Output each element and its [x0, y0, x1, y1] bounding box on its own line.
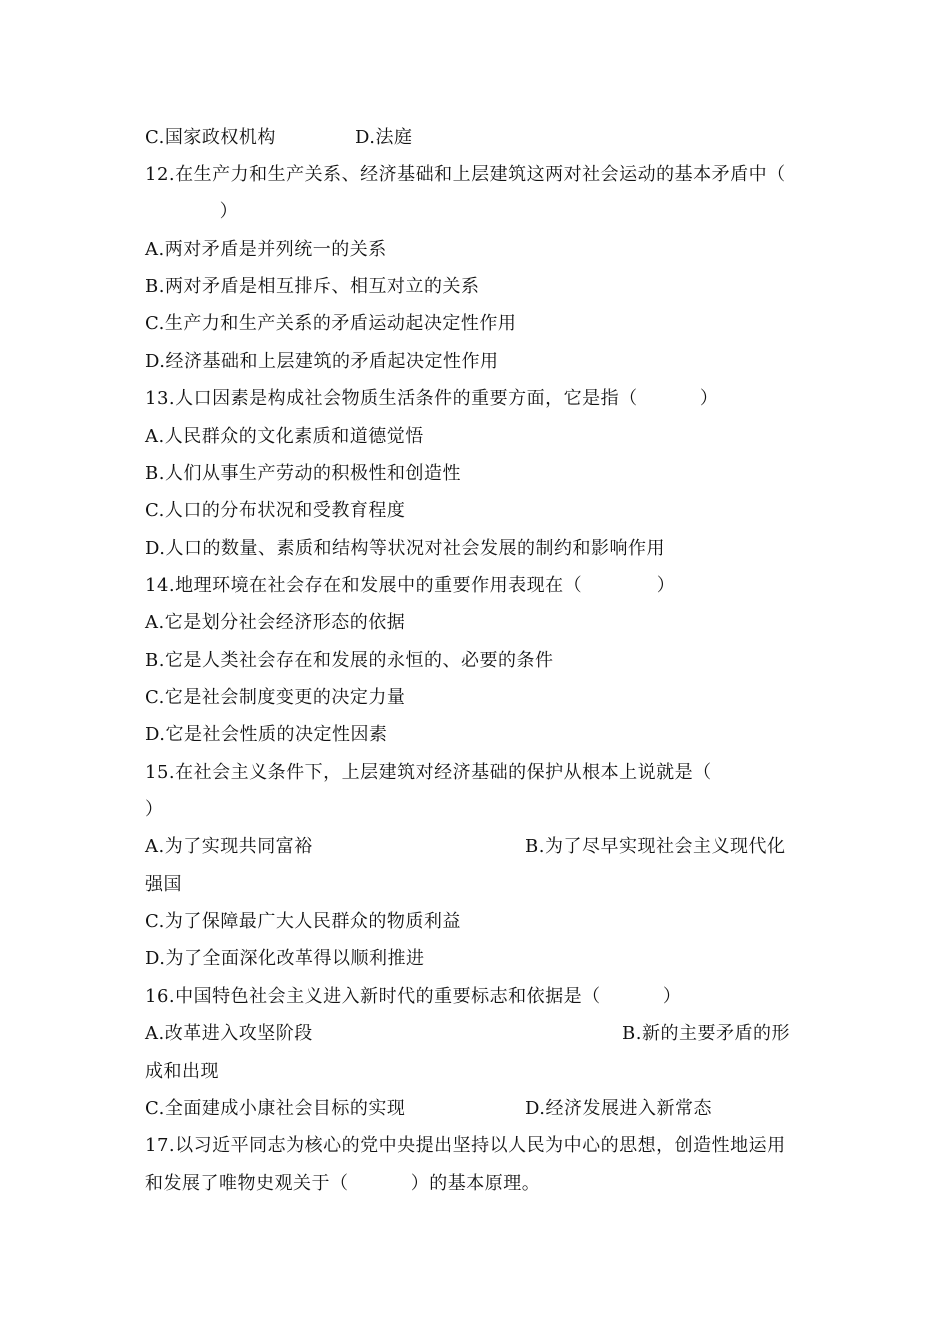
option-16a: A.改革进入攻坚阶段: [145, 1023, 313, 1044]
option-13c: C.人口的分布状况和受教育程度: [145, 500, 406, 521]
question-15-blank: ）: [145, 799, 164, 820]
option-14a: A.它是划分社会经济形态的依据: [145, 612, 406, 633]
option-16d: D.经济发展进入新常态: [525, 1098, 713, 1119]
option-13b: B.人们从事生产劳动的积极性和创造性: [145, 463, 461, 484]
option-13a: A.人民群众的文化素质和道德觉悟: [145, 426, 424, 447]
question-15: 15.在社会主义条件下，上层建筑对经济基础的保护从根本上说就是（: [145, 762, 712, 783]
option-12b: B.两对矛盾是相互排斥、相互对立的关系: [145, 276, 480, 297]
option-14d: D.它是社会性质的决定性因素: [145, 724, 388, 745]
option-15d: D.为了全面深化改革得以顺利推进: [145, 948, 425, 969]
option-12c: C.生产力和生产关系的矛盾运动起决定性作用: [145, 313, 517, 334]
question-12: 12.在生产力和生产关系、经济基础和上层建筑这两对社会运动的基本矛盾中（: [145, 164, 786, 185]
question-13: 13.人口因素是构成社会物质生活条件的重要方面，它是指（ ）: [145, 388, 719, 409]
question-17: 17.以习近平同志为核心的党中央提出坚持以人民为中心的思想，创造性地运用: [145, 1135, 786, 1156]
option-14b: B.它是人类社会存在和发展的永恒的、必要的条件: [145, 650, 554, 671]
question-14: 14.地理环境在社会存在和发展中的重要作用表现在（ ）: [145, 575, 676, 596]
question-16: 16.中国特色社会主义进入新时代的重要标志和依据是（ ）: [145, 986, 682, 1007]
option-15b: B.为了尽早实现社会主义现代化: [525, 836, 786, 857]
option-15b-continued: 强国: [145, 874, 182, 895]
option-16b-continued: 成和出现: [145, 1061, 219, 1082]
option-12a: A.两对矛盾是并列统一的关系: [145, 239, 387, 260]
option-11c: C.国家政权机构: [145, 127, 276, 148]
option-16b: B.新的主要矛盾的形: [622, 1023, 790, 1044]
option-15c: C.为了保障最广大人民群众的物质利益: [145, 911, 461, 932]
option-13d: D.人口的数量、素质和结构等状况对社会发展的制约和影响作用: [145, 538, 666, 559]
option-14c: C.它是社会制度变更的决定力量: [145, 687, 406, 708]
option-12d: D.经济基础和上层建筑的矛盾起决定性作用: [145, 351, 499, 372]
option-15a: A.为了实现共同富裕: [145, 836, 313, 857]
question-12-blank: ）: [145, 201, 239, 222]
question-17-continued: 和发展了唯物史观关于（ ）的基本原理。: [145, 1173, 541, 1194]
option-16c: C.全面建成小康社会目标的实现: [145, 1098, 406, 1119]
option-11d: D.法庭: [355, 127, 413, 148]
